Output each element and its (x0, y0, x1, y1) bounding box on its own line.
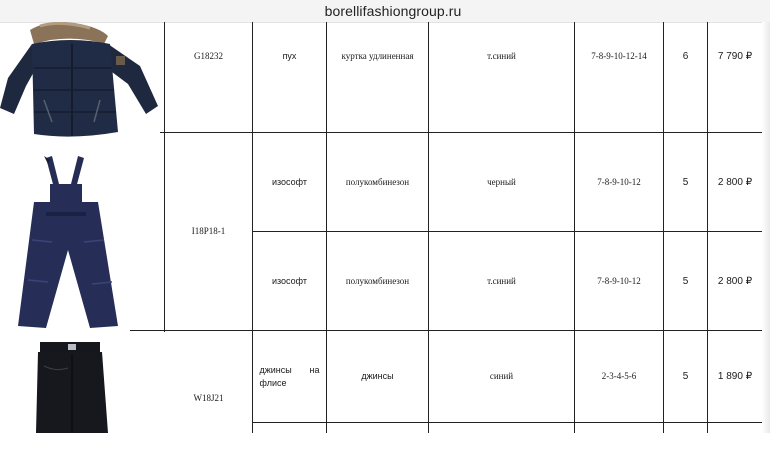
sizes-cell: 7-8-9-10-12 (597, 176, 641, 187)
material-cell: пух (282, 50, 297, 61)
product-name-cell: куртка удлиненная (341, 50, 414, 61)
material-cell: изософт (272, 275, 307, 286)
sizes-cell: 7-8-9-10-12 (597, 275, 641, 286)
article-text: W18J21 (193, 393, 224, 403)
product-table (0, 22, 770, 433)
article-cell (165, 392, 252, 450)
price-cell: 2 800 ₽ (717, 275, 753, 287)
product-name-cell: джинсы (361, 371, 394, 381)
price-cell: 1 890 ₽ (717, 371, 753, 382)
product-name-cell: полукомбинезон (345, 275, 410, 286)
quantity-cell: 6 (682, 50, 689, 62)
navy-down-jacket-photo (0, 22, 160, 140)
quantity-cell: 5 (682, 275, 689, 287)
product-name-cell: полукомбинезон (345, 176, 410, 187)
url-text: borellifashiongroup.ru (324, 3, 462, 19)
sizes-cell: 7-8-9-10-12-14 (591, 50, 647, 61)
page-edge-shadow (762, 22, 770, 433)
material-text: джинсы на флисе (259, 364, 320, 388)
article-cell: I18P18-1 (191, 226, 226, 236)
color-cell: синий (489, 371, 514, 381)
navy-overalls-photo (12, 150, 122, 330)
black-jeans-photo (28, 340, 118, 433)
browser-url-bar[interactable] (0, 0, 770, 23)
price-cell: 2 800 ₽ (717, 176, 753, 188)
material-cell (253, 331, 326, 422)
color-cell: черный (487, 176, 516, 187)
sizes-cell: 2-3-4-5-6 (601, 371, 637, 381)
quantity-cell: 5 (682, 371, 689, 382)
price-cell: 7 790 ₽ (717, 50, 753, 62)
quantity-cell: 5 (682, 176, 689, 188)
color-cell: т.синий (487, 50, 516, 61)
color-cell: т.синий (487, 275, 516, 286)
article-cell: G18232 (194, 50, 223, 61)
material-cell: изософт (272, 176, 307, 187)
row-divider (252, 422, 770, 423)
